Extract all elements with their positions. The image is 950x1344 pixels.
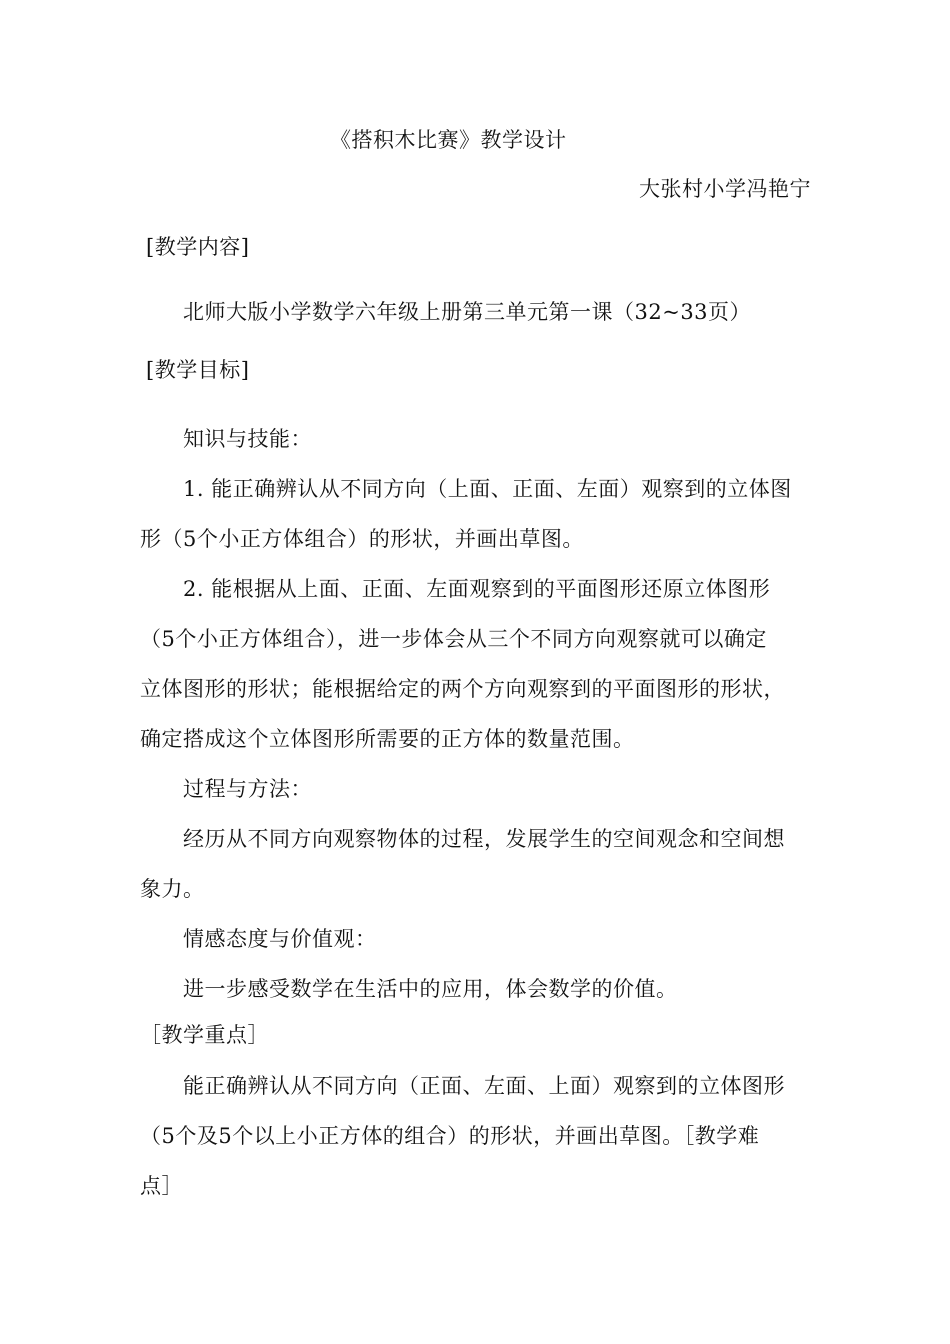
key-line1: 能正确辨认从不同方向（正面、左面、上面）观察到的立体图形: [183, 1074, 785, 1098]
goal2-line4: 确定搭成这个立体图形所需要的正方体的数量范围。: [140, 727, 635, 751]
key-line3: 点］: [140, 1174, 183, 1198]
key-line2: （5个及5个以上小正方体的组合）的形状，并画出草图。［教学难: [140, 1124, 760, 1148]
goals-heading: [教学目标]: [146, 358, 250, 382]
attitude-heading: 情感态度与价值观：: [183, 927, 377, 951]
goal1-line2: 形（5个小正方体组合）的形状，并画出草图。: [140, 527, 584, 551]
goal2-line1: 2. 能根据从上面、正面、左面观察到的平面图形还原立体图形: [183, 577, 771, 601]
knowledge-heading: 知识与技能：: [183, 427, 312, 451]
document-title: 《搭积木比赛》教学设计: [330, 128, 567, 152]
content-text: 北师大版小学数学六年级上册第三单元第一课（32~33页）: [183, 300, 752, 324]
key-heading: ［教学重点］: [140, 1023, 269, 1047]
goal2-line2: （5个小正方体组合），进一步体会从三个不同方向观察就可以确定: [140, 627, 767, 651]
author-line: 大张村小学冯艳宁: [639, 177, 811, 201]
process-line2: 象力。: [140, 877, 205, 901]
attitude-text: 进一步感受数学在生活中的应用，体会数学的价值。: [183, 977, 678, 1001]
process-line1: 经历从不同方向观察物体的过程，发展学生的空间观念和空间想: [183, 827, 785, 851]
process-heading: 过程与方法：: [183, 777, 312, 801]
goal2-line3: 立体图形的形状；能根据给定的两个方向观察到的平面图形的形状，: [140, 677, 785, 701]
content-heading: [教学内容]: [146, 235, 250, 259]
goal1-line1: 1. 能正确辨认从不同方向（上面、正面、左面）观察到的立体图: [183, 477, 792, 501]
